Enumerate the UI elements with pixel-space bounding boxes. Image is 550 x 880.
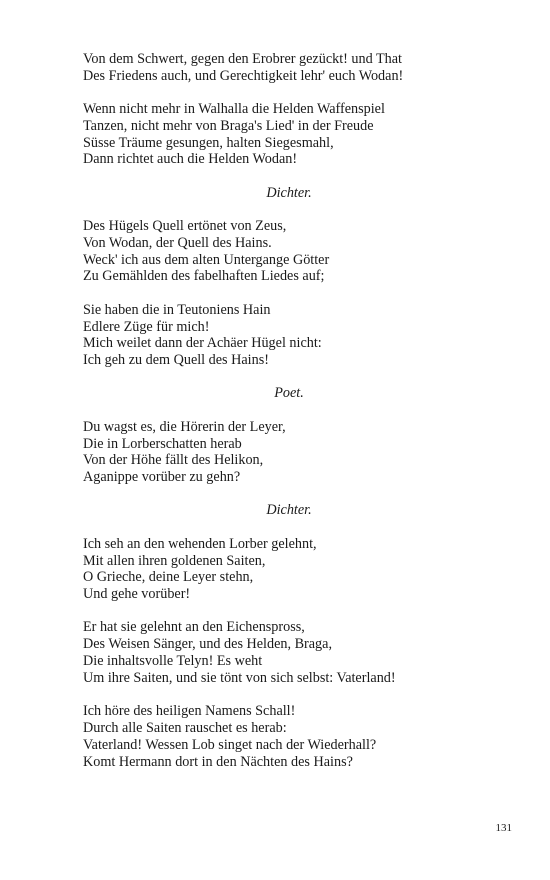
- verse-line: Von Wodan, der Quell des Hains.: [83, 234, 272, 251]
- verse-line: Sie haben die in Teutoniens Hain: [83, 301, 271, 318]
- verse-line: Dann richtet auch die Helden Wodan!: [83, 151, 298, 168]
- verse-line: Wenn nicht mehr in Walhalla die Helden Waffenspiel: [83, 101, 385, 118]
- verse-line: Ich höre des heiligen Namens Schall!: [83, 703, 296, 720]
- stanza: [83, 51, 483, 85]
- verse-line: Süsse Träume gesungen, halten Siegesmahl,: [83, 134, 334, 151]
- verse-line: Weck' ich aus dem alten Untergange Götter: [83, 251, 330, 268]
- verse-line: Ich geh zu dem Quell des Hains!: [83, 352, 269, 369]
- stanza: [83, 703, 483, 770]
- verse-line: O Grieche, deine Leyer stehn,: [83, 569, 254, 586]
- stanza: [83, 302, 483, 369]
- verse-line: Zu Gemählden des fabelhaften Liedes auf;: [83, 268, 325, 285]
- poem-page: [83, 51, 483, 787]
- verse-line: Durch alle Saiten rauschet es herab:: [83, 719, 287, 736]
- speaker-heading: Dichter.: [266, 184, 312, 201]
- verse-line: Und gehe vorüber!: [83, 586, 191, 603]
- verse-line: Vaterland! Wessen Lob singet nach der Wiederhall?: [83, 736, 377, 753]
- verse-line: Komt Hermann dort in den Nächten des Hains?: [83, 753, 353, 770]
- verse-line: Von der Höhe fällt des Helikon,: [83, 452, 264, 469]
- stanza: [83, 101, 483, 168]
- verse-line: Die inhaltsvolle Telyn! Es weht: [83, 653, 263, 670]
- verse-line: Von dem Schwert, gegen den Erobrer gezückt! und That: [83, 51, 402, 67]
- stanza: [83, 419, 483, 486]
- verse-line: Du wagst es, die Hörerin der Leyer,: [83, 418, 286, 435]
- verse-line: Er hat sie gelehnt an den Eichenspross,: [83, 619, 305, 636]
- speaker-heading: Poet.: [274, 385, 304, 402]
- verse-line: Des Friedens auch, und Gerechtigkeit lehr' euch Wodan!: [83, 67, 404, 84]
- page-number: 131: [495, 822, 512, 834]
- speaker-heading: Dichter.: [266, 502, 312, 519]
- stanza: [83, 218, 483, 285]
- verse-line: Aganippe vorüber zu gehn?: [83, 469, 241, 486]
- verse-line: Mich weilet dann der Achäer Hügel nicht:: [83, 335, 322, 352]
- verse-line: Mit allen ihren goldenen Saiten,: [83, 552, 266, 569]
- verse-line: Des Weisen Sänger, und des Helden, Braga,: [83, 636, 332, 653]
- stanza: [83, 619, 483, 686]
- verse-line: Des Hügels Quell ertönet von Zeus,: [83, 218, 287, 235]
- verse-line: Edlere Züge für mich!: [83, 318, 210, 335]
- verse-line: Die in Lorberschatten herab: [83, 435, 242, 452]
- stanza: [83, 536, 483, 603]
- verse-line: Ich seh an den wehenden Lorber gelehnt,: [83, 535, 317, 552]
- verse-line: Tanzen, nicht mehr von Braga's Lied' in der Freude: [83, 117, 374, 134]
- verse-line: Um ihre Saiten, und sie tönt von sich selbst: Vaterland!: [83, 669, 396, 686]
